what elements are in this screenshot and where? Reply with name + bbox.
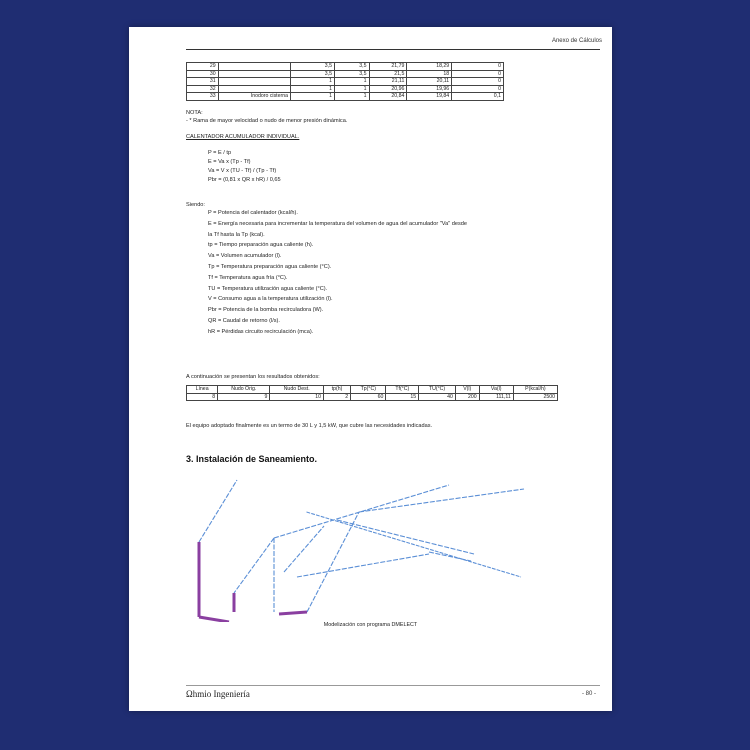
table-cell: 1 [290, 78, 334, 86]
table-cell [218, 70, 290, 78]
table-cell: 33 [187, 93, 219, 101]
table-cell: 21,5 [369, 70, 407, 78]
table-cell: 18,29 [407, 63, 452, 71]
sanitation-model-diagram [189, 472, 529, 622]
definition-line: E = Energía necesaria para incrementar la temperatura del volumen de agua del acumulador "Va" desde [208, 220, 468, 227]
column-header: Tf(°C) [386, 386, 419, 394]
table-cell: 20,84 [369, 93, 407, 101]
table-cell: 20,96 [369, 85, 407, 93]
pipe-segment [359, 489, 524, 512]
table-cell: 1 [335, 85, 370, 93]
column-header: P(kcal/h) [513, 386, 557, 394]
table-cell [218, 85, 290, 93]
pipe-results-table [186, 62, 504, 101]
page-number: - 80 - [581, 691, 596, 697]
column-header: V(l) [455, 386, 479, 394]
table-cell: 3,5 [290, 63, 334, 71]
table-cell: 9 [218, 393, 270, 401]
table-cell: Inodoro cisterna [218, 93, 290, 101]
heater-results-table [186, 385, 558, 401]
column-header: Va(l) [479, 386, 513, 394]
pipe-segment [307, 512, 522, 577]
formula-line: Va = V x (TU - Tf) / (Tp - Tf) [208, 168, 277, 174]
table-cell: 19,84 [407, 93, 452, 101]
table-cell: 40 [419, 393, 456, 401]
table-cell: 32 [187, 85, 219, 93]
table-cell: 10 [270, 393, 324, 401]
table-cell: 60 [351, 393, 386, 401]
pipe-segment [234, 538, 274, 593]
column-header: tp(h) [324, 386, 351, 394]
table-cell: 1 [335, 93, 370, 101]
table-cell: 3,5 [335, 63, 370, 71]
column-header: Línea [187, 386, 218, 394]
table-row [187, 78, 504, 86]
definition-line: V = Consumo agua a la temperatura utilización (l). [208, 296, 333, 303]
table-cell: 30 [187, 70, 219, 78]
page-header-title: Anexo de Cálculos [551, 38, 602, 44]
table-cell: 0,1 [452, 93, 504, 101]
definition-line: hR = Pérdidas circuito recirculación (mca). [208, 328, 314, 335]
table-cell: 3,5 [335, 70, 370, 78]
formula-line: P = E / tp [208, 150, 232, 156]
table-cell: 1 [290, 93, 334, 101]
formula-line: Pbr = (0,81 x QR x hR) / 0,65 [208, 177, 281, 183]
results-intro: A continuación se presentan los resultados obtenidos: [186, 374, 320, 380]
table-cell: 0 [452, 70, 504, 78]
table-cell: 15 [386, 393, 419, 401]
table-cell: 18 [407, 70, 452, 78]
definition-line: tp = Tiempo preparación agua caliente (h). [208, 242, 314, 249]
table-cell: 0 [452, 85, 504, 93]
table-cell: 19,96 [407, 85, 452, 93]
formula-line: E = Va x (Tp - Tf) [208, 159, 251, 165]
table-cell: 2 [324, 393, 351, 401]
definition-line: TU = Temperatura utilización agua caliente (°C). [208, 285, 328, 292]
drain-base [279, 612, 307, 614]
pipe-segment [429, 552, 471, 561]
table-cell: 1 [335, 78, 370, 86]
table-cell: 111,11 [479, 393, 513, 401]
table-cell: 21,11 [369, 78, 407, 86]
conclusion-text: El equipo adoptado finalmente es un termo de 30 L y 1,5 kW, que cubre las necesidades indicadas. [186, 423, 433, 429]
document-page [129, 27, 612, 711]
column-header: Nudo Dest. [270, 386, 324, 394]
definition-line: la Tf hasta la Tp (kcal). [208, 231, 265, 238]
header-rule [186, 49, 600, 50]
footer-rule [186, 685, 600, 686]
table-cell: 3,5 [290, 70, 334, 78]
definition-line: QR = Caudal de retorno (l/s). [208, 318, 280, 324]
column-header: Nudo Orig. [218, 386, 270, 394]
table-row [187, 93, 504, 101]
table-cell: 0 [452, 78, 504, 86]
table-cell: 1 [290, 85, 334, 93]
note-label: NOTA: [186, 110, 203, 116]
definition-line: P = Potencia del calentador (kcal/h). [208, 210, 298, 216]
table-row [187, 63, 504, 71]
table-row [187, 85, 504, 93]
definition-line: Tp = Temperatura preparación agua caliente (°C). [208, 264, 332, 270]
definition-line: Pbr = Potencia de la bomba recirculadora (W). [208, 307, 324, 314]
pipe-segment [307, 512, 359, 612]
figure-caption: Modelización con programa DMELECT [323, 622, 418, 628]
column-header: Tp(°C) [351, 386, 386, 394]
footer-company: Ωhmio Ingeniería [186, 689, 250, 699]
definition-line: Tf = Temperatura agua fría (°C). [208, 274, 288, 281]
definition-line: Va = Volumen acumulador (l). [208, 253, 282, 260]
pipe-segment [199, 480, 237, 542]
table-cell: 31 [187, 78, 219, 86]
table-cell: 2500 [513, 393, 557, 401]
pipe-segment [297, 554, 429, 577]
pipe-segment [337, 520, 474, 554]
table-cell: 29 [187, 63, 219, 71]
table-cell: 0 [452, 63, 504, 71]
section-heading: 3. Instalación de Saneamiento. [186, 454, 318, 464]
table-cell: 21,79 [369, 63, 407, 71]
table-cell: 20,11 [407, 78, 452, 86]
column-header: TU(°C) [419, 386, 456, 394]
note-text: - * Rama de mayor velocidad o nudo de menor presión dinámica. [186, 118, 348, 124]
table-row [187, 70, 504, 78]
table-cell: 200 [455, 393, 479, 401]
table-cell: 8 [187, 393, 218, 401]
table-cell [218, 63, 290, 71]
siendo-label: Siendo: [186, 202, 205, 208]
heater-section-title: CALENTADOR ACUMULADOR INDIVIDUAL. [186, 134, 300, 140]
table-cell [218, 78, 290, 86]
